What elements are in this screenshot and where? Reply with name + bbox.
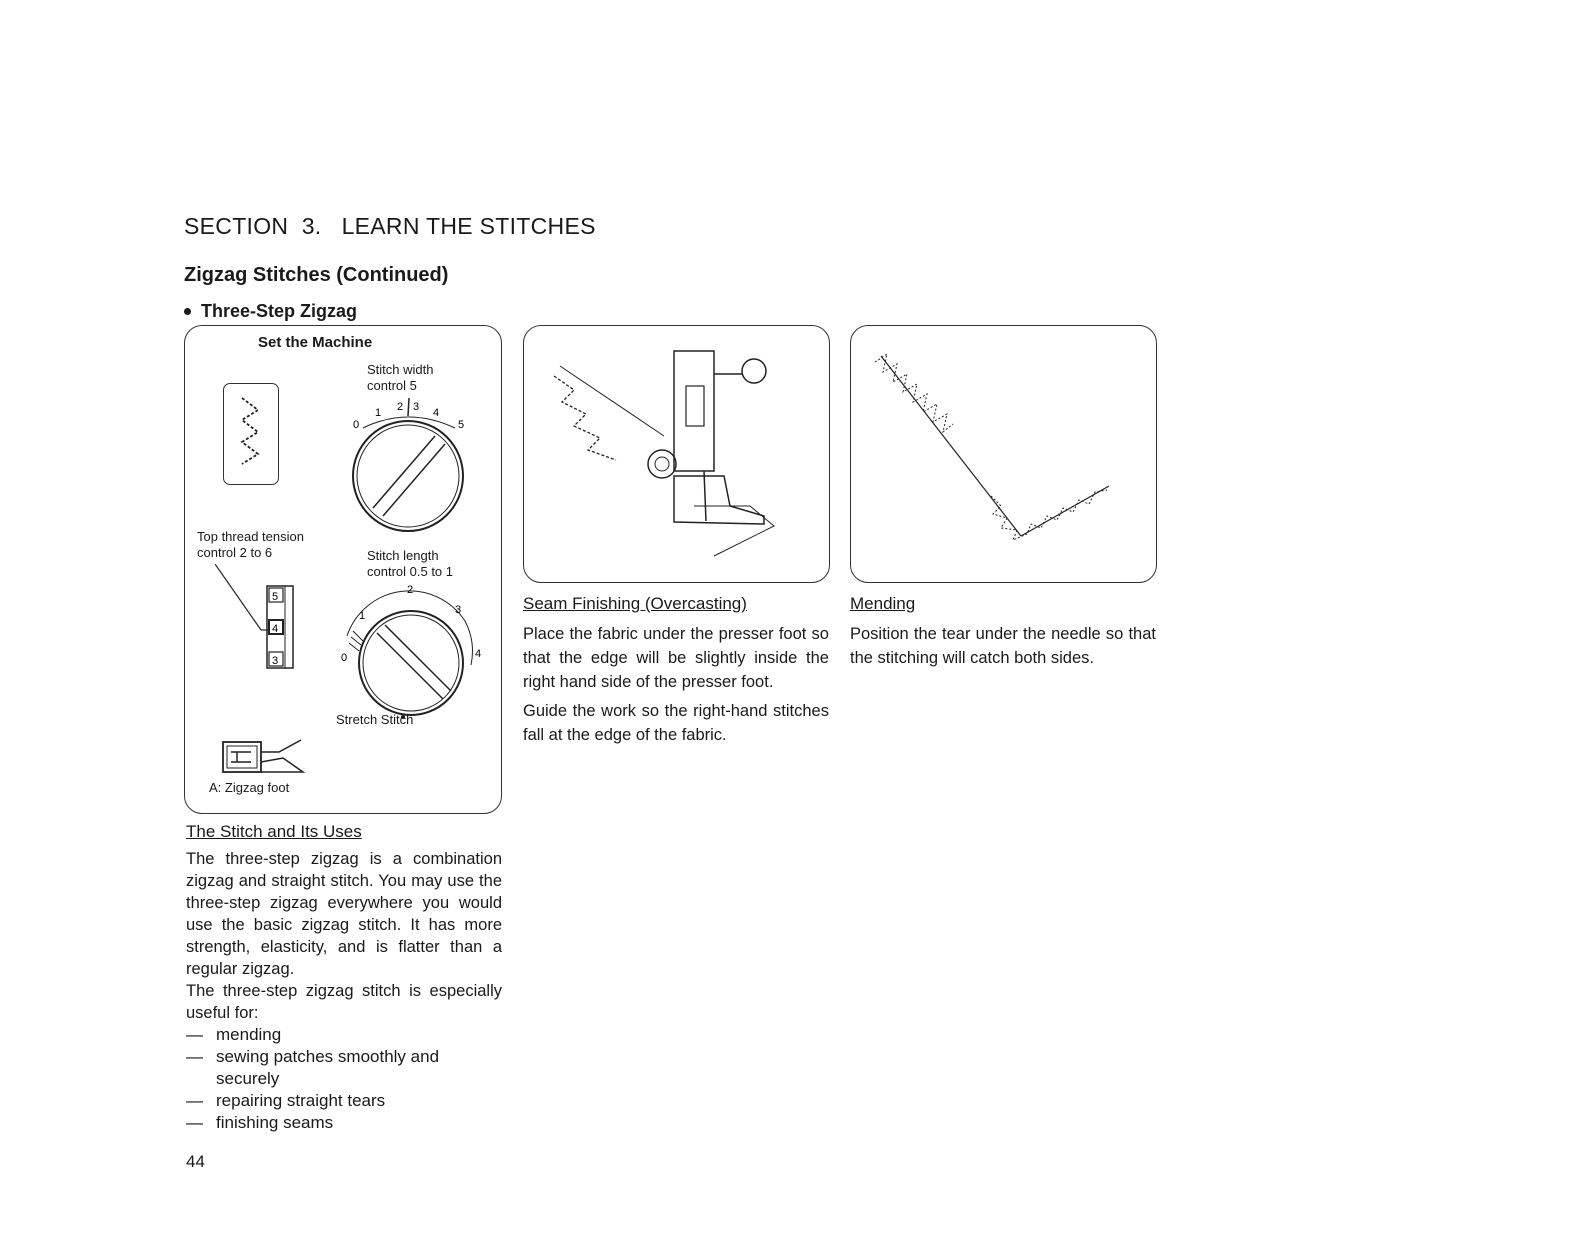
seam-finishing-heading: Seam Finishing (Overcasting) — [523, 594, 747, 613]
uses-paragraph-1: The three-step zigzag is a combination zigzag and straight stitch. You may use the three-step zigzag everywhere you would use the basic zigzag stitch. It has more strength, elasticity, and is flatter than a regular zigzag. — [186, 850, 502, 978]
stitch-width-dial — [345, 396, 475, 536]
width-num-5: 5 — [458, 419, 465, 431]
tension-num-5: 5 — [272, 591, 279, 603]
length-num-1: 1 — [359, 610, 366, 622]
seam-finishing-paragraph-2: Guide the work so the right-hand stitches fall at the edge of the fabric. — [523, 702, 829, 744]
stitch-length-dial — [333, 581, 493, 721]
length-num-0: 0 — [341, 652, 348, 664]
seam-finishing-paragraph-1: Place the fabric under the presser foot so that the edge will be slightly inside the right hand side of the presser foot. — [523, 625, 829, 691]
page-number: 44 — [186, 1152, 205, 1171]
subsection-title: Zigzag Stitches (Continued) — [184, 264, 449, 286]
three-step-zigzag-pattern-icon — [223, 383, 279, 485]
tension-num-4: 4 — [272, 623, 279, 635]
bullet-icon — [184, 308, 191, 315]
width-num-4: 4 — [433, 407, 440, 419]
length-num-3: 3 — [455, 604, 462, 616]
stretch-stitch-label: Stretch Stitch — [336, 712, 414, 727]
tension-label: Top thread tension control 2 to 6 — [197, 529, 304, 560]
uses-heading: The Stitch and Its Uses — [186, 822, 362, 841]
width-num-2: 2 — [397, 401, 404, 413]
seam-finishing-illustration — [523, 325, 830, 583]
width-num-3: 3 — [413, 401, 420, 413]
uses-list — [186, 1024, 486, 1134]
width-num-0: 0 — [353, 419, 360, 431]
length-num-2: 2 — [407, 584, 414, 596]
three-step-zigzag-heading — [184, 301, 357, 322]
list-item: — mending — [186, 1025, 282, 1044]
uses-paragraph-2: The three-step zigzag stitch is especially useful for: — [186, 982, 502, 1022]
mending-illustration — [850, 325, 1157, 583]
tension-num-3: 3 — [272, 655, 279, 667]
list-item: — sewing patches smoothly and securely — [186, 1047, 440, 1088]
machine-settings-panel — [184, 325, 502, 814]
tension-control — [215, 564, 315, 674]
bullet-title: Three-Step Zigzag — [201, 301, 358, 321]
stitch-width-label: Stitch width control 5 — [367, 362, 434, 393]
list-item: — finishing seams — [186, 1113, 334, 1132]
mending-heading: Mending — [850, 594, 916, 613]
mending-paragraph: Position the tear under the needle so that the stitching will catch both sides. — [850, 625, 1156, 667]
stitch-length-label: Stitch length control 0.5 to 1 — [367, 548, 453, 579]
zigzag-foot-label: A: Zigzag foot — [209, 780, 290, 795]
length-num-4: 4 — [475, 648, 482, 660]
section-title: SECTION 3. LEARN THE STITCHES — [184, 213, 596, 239]
width-num-1: 1 — [375, 407, 382, 419]
list-item: — repairing straight tears — [186, 1091, 386, 1110]
panel-title: Set the Machine — [258, 334, 373, 351]
zigzag-foot-icon — [221, 736, 311, 780]
